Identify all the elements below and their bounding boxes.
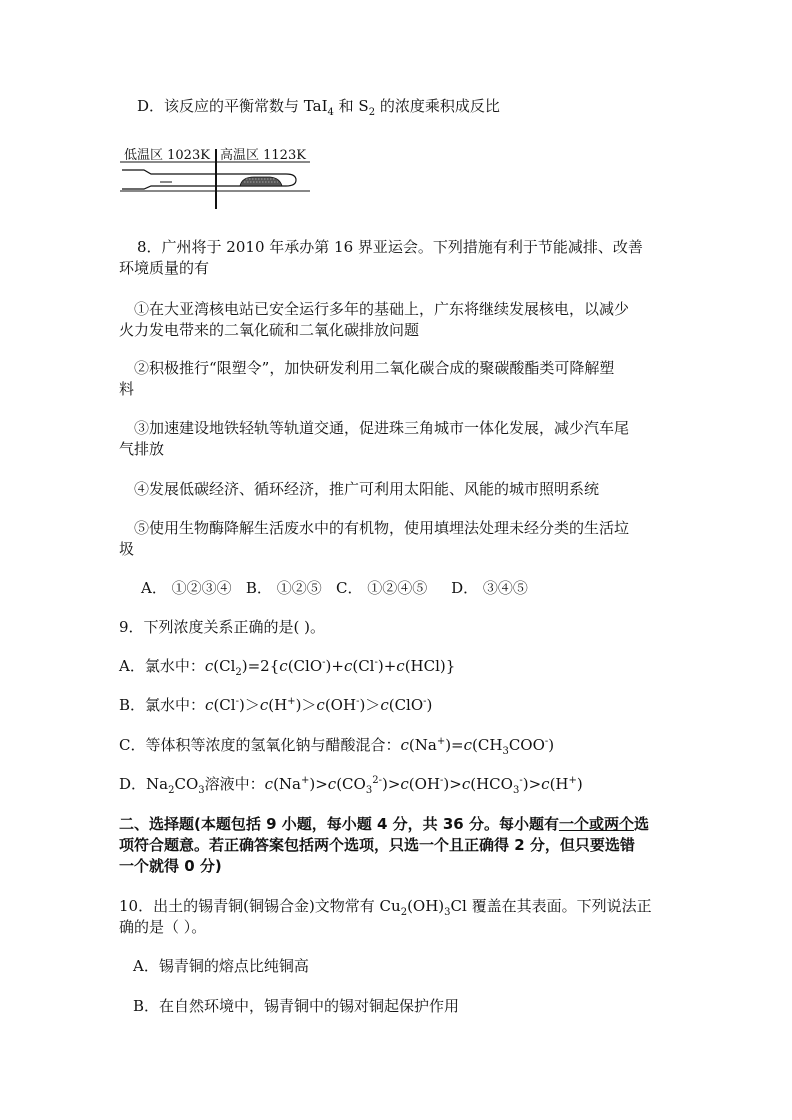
- q8-statement-2b: 料: [119, 380, 135, 398]
- q9-option-b: B．氯水中：c(Cl-)＞c(H+)＞c(OH-)＞c(ClO-): [119, 696, 433, 714]
- q8-stem-line2: 环境质量的有: [119, 259, 210, 277]
- section2-heading-line2: 项符合题意。若正确答案包括两个选项，只选一个且正确得 2 分，但只要选错: [119, 836, 635, 854]
- q8-statement-1b: 火力发电带来的二氧化硫和二氧化碳排放问题: [119, 321, 420, 339]
- q8-statement-4: ④发展低碳经济、循环经济，推广可利用太阳能、风能的城市照明系统: [134, 480, 600, 498]
- q10-stem-line2: 确的是（ ）。: [119, 918, 207, 936]
- section2-heading-line1: 二、选择题(本题包括 9 小题，每小题 4 分，共 36 分。每小题有一个或两个选: [119, 815, 649, 833]
- q8-statement-3b: 气排放: [119, 440, 165, 458]
- q8-statement-2a: ②积极推行“限塑令”，加快研发利用二氧化碳合成的聚碳酸酯类可降解塑: [134, 359, 615, 377]
- q9-option-a: A．氯水中：$c(Cl_2)=2\{c(ClO^-)+c(Cl^-)+c(HCl)\}$: [119, 657, 456, 678]
- q8-statement-5a: ⑤使用生物酶降解生活废水中的有机物，使用填埋法处理未经分类的生活垃: [134, 519, 630, 537]
- q9-option-c: C．等体积等浓度的氢氧化钠与醋酸混合：$c(Na^+)=c(CH_3COO^-)$: [119, 736, 555, 757]
- q10-option-a: A．锡青铜的熔点比纯铜高: [133, 957, 309, 975]
- q8-options: A． ①②③④ B． ①②⑤ C． ①②④⑤ D． ③④⑤: [141, 579, 528, 597]
- q9-stem: 9．下列浓度关系正确的是( )。: [119, 618, 326, 636]
- low-temp-label: 低温区 1023K: [124, 148, 210, 163]
- q8-statement-3a: ③加速建设地铁轻轨等轨道交通，促进珠三角城市一体化发展，减少汽车尾: [134, 419, 630, 437]
- q10-stem-line1: 10．出土的锡青铜(铜锡合金)文物常有 $Cu_2(OH)_3Cl$ 覆盖在其表面。下列说法正: [119, 897, 652, 918]
- q8-statement-5b: 圾: [119, 540, 135, 558]
- high-temp-label: 高温区 1123K: [220, 148, 306, 163]
- q8-statement-1a: ①在大亚湾核电站已安全运行多年的基础上，广东将继续发展核电，以减少: [134, 300, 630, 318]
- q8-stem-line1: 8．广州将于 2010 年承办第 16 界亚运会。下列措施有利于节能减排、改善: [137, 238, 643, 256]
- q7-option-d: D．该反应的平衡常数与 TaI$_4$ 和 $S_2$ 的浓度乘积成反比: [137, 97, 500, 118]
- q10-option-b: B．在自然环境中，锡青铜中的锡对铜起保护作用: [133, 997, 460, 1015]
- section2-heading-line3: 一个就得 0 分): [119, 857, 222, 875]
- q9-option-d: D．$Na_2CO_3$溶液中：$c(Na^+)>c(CO_3^{2-})>c(OH^-)>c(HCO_3^-)>c(H^+)$: [119, 775, 583, 796]
- reaction-tube-diagram: [118, 144, 314, 210]
